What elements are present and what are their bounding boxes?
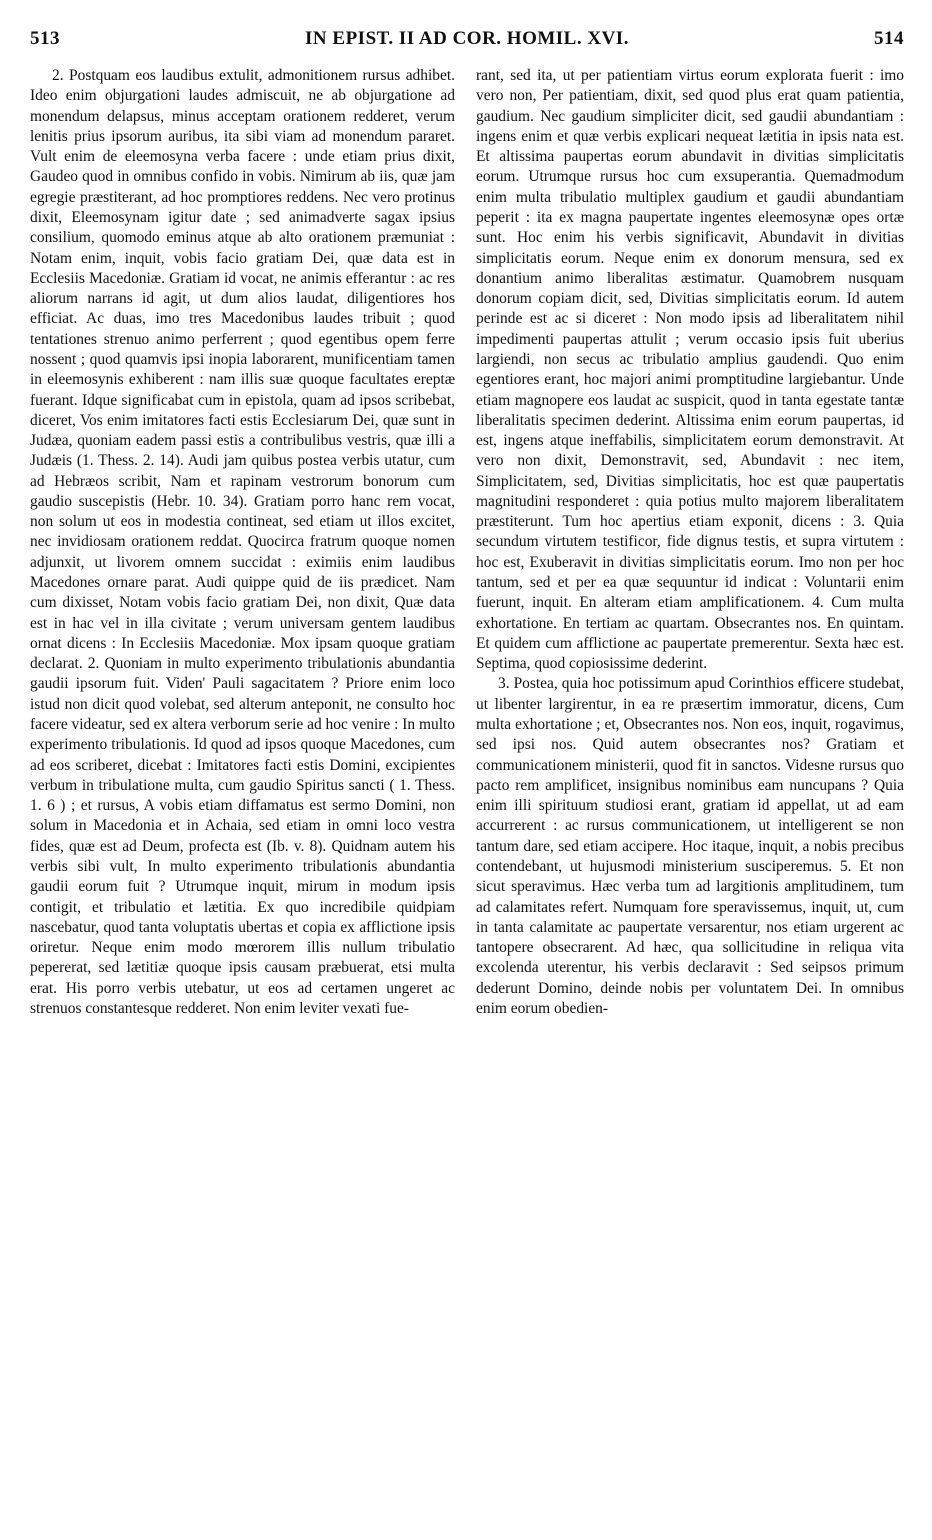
right-column xyxy=(476,66,904,1536)
page-number-right: 514 xyxy=(874,28,904,49)
paragraph-2-continuation: rant, sed ita, ut per patientiam virtus eorum explorata fuerit : imo vero non, Per patientiam, dixit, sed quod plus erat quam patientia, gaudium. Nec gaudium simpliciter dicit, sed gaudii abundantiam : ingens enim et quæ verbis explicari nequeat lætitia in ipsis nata est. Et altissima paupertas eorum abundavit in divitias simplicitatis eorum. Utrumque rursus hoc cum exsuperantia. Quemadmodum enim multa tribulatio multiplex gaudium et gaudii abundantiam peperit : ita ex magna paupertate ingentes eleemosynæ opes ortæ sunt. Hoc enim his verbis significavit, Abundavit in divitias simplicitatis eorum. Neque enim ex donorum mensura, sed ex donantium animo liberalitas æstimatur. Quamobrem nusquam donorum copiam dicit, sed, Divitias simplicitatis eorum. Id autem perinde est ac si diceret : Non modo ipsis ad liberalitatem nihil impedimenti paupertas attulit ; verum occasio ipsis fuit uberius largiendi, non secus ac tribulatio amplius gaudendi. Quo enim egentiores erant, hoc majori animi promptitudine largiebantur. Unde etiam magnopere eos laudat ac suspicit, quod in tanta egestate tantæ liberalitatis specimen dederint. Altissima enim eorum paupertas, id est, ingens atque ineffabilis, simplicitatem eorum demonstravit. At vero non dixit, Demonstravit, sed, Abundavit : nec item, Simplicitatem, sed, Divitias simplicitatis, hoc est quæ paupertatis magnitudini responderet : quia potius multo majorem liberalitatem præstiterunt. Tum hoc apertius etiam exponit, dicens : 3. Quia secundum virtutem testificor, fide dignus testis, et supra virtutem : hoc est, Exuberavit in divitias simplicitatis eorum. Imo non per hoc tantum, sed et per ea quæ sequuntur id indicat : Voluntarii enim fuerunt, inquit. En alteram etiam amplificationem. 4. Cum multa exhortatione. En tertiam ac quartam. Obsecrantes nos. En quintam. Et quidem cum afflictione ac paupertate premerentur. Sexta hæc est. Septima, quod copiosissime dederint. xyxy=(476,67,904,673)
paragraph-3: 3. Postea, quia hoc potissimum apud Corinthios efficere studebat, ut libenter largirentur, in ea re præsertim immoratur, dicens, Cum multa exhortatione ; et, Obsecrantes nos. Non eos, inquit, rogavimus, sed ipsi nos. Quid autem obsecrantes nos? Gratiam et communicationem ministerii, quod fit in sanctos. Videsne rursus quo pacto rem amplificet, insignibus nominibus eam nuncupans ? Quia enim illi spirituum studiosi erant, gratiam id appellat, ut ad eam accurrerent : ac rursus communicationem, ut intelligerent se non tantum dare, sed etiam accipere. Hoc itaque, inquit, a nobis precibus contendebant, ut hujusmodi ministerium susciperemus. 5. Et non sicut speravimus. Hæc verba tum ad largitionis amplitudinem, tum ad calamitates refert. Numquam fore speravissemus, inquit, ut, cum in tanta calamitate ac paupertate versarentur, nos etiam urgerent ac tantopere obsecrarent. Ad hæc, qua sollicitudine in reliqua vita excolenda uterentur, his verbis declaravit : Sed seipsos primum dederunt Domino, deinde nobis per voluntatem Dei. In omnibus enim eorum obedien- xyxy=(476,675,904,1017)
page-header xyxy=(30,28,904,58)
paragraph-2: 2. Postquam eos laudibus extulit, admonitionem rursus adhibet. Ideo enim objurgationi laudes admiscuit, ne ab objurgatione ad monendum delapsus, minus acceptam orationem redderet, verum lenitis prius ipsorum auribus, ita sibi viam ad monendum pararet. Vult enim de eleemosyna verba facere : unde etiam prius dixit, Gaudeo quod in omnibus confido in vobis. Nimirum ab iis, quæ jam egregie præstiterant, ad hoc promptiores reddens. Nec vero protinus dixit, Eleemosynam igitur date ; sed animadverte sagax ipsius consilium, quomodo eminus atque ab alto orationem præmuniat : Notam enim, inquit, vobis facio gratiam Dei, quæ data est in Ecclesiis Macedoniæ. Gratiam id vocat, ne animis efferantur : ac res aliorum narrans id agit, ut dum alios laudat, diligentiores hos efficiat. Ac duas, imo tres Macedonibus laudes tribuit ; quod tentationes strenuo animo perferrent ; quod egentibus opem ferre nossent ; quod quamvis ipsi inopia laborarent, munificentiam tamen in eleemosynis exhiberent : nam illis suæ quoque facultates ereptæ fuerant. Idque significabat cum in epistola, quam ad ipsos scribebat, diceret, Vos enim imitatores facti estis Ecclesiarum Dei, quæ sunt in Judæa, quoniam eadem passi estis a contribulibus vestris, quæ illi a Judæis (1. Thess. 2. 14). Audi jam quibus postea verbis utatur, cum ad Hebræos scribit, Nam et rapinam vestrorum bonorum cum gaudio suscepistis (Hebr. 10. 34). Gratiam porro hanc rem vocat, non solum ut eos in modestia contineat, sed etiam ut illos excitet, nec invidiosam orationem reddat. Quocirca fratrum quoque nomen adjunxit, ut livorem omnem succidat : eximiis enim laudibus Macedones ornare parat. Audi quippe quid de iis prædicet. Nam cum dixisset, Notam vobis facio gratiam Dei, non dixit, Quæ data est in hac vel in illa civitate ; verum universam gentem laudibus ornat dicens : In Ecclesiis Macedoniæ. Mox ipsam quoque gratiam declarat. 2. Quoniam in multo experimento tribulationis abundantia gaudii ipsorum fuit. Viden' Pauli sagacitatem ? Priore enim loco istud non dicit quod volebat, sed alterum anteponit, ne consulto hoc facere videatur, sed ex altera verborum serie ad hoc venire : In multo experimento tribulationis. Id quod ad ipsos quoque Macedones, cum ad eos scriberet, dicebat : Imitatores facti estis Domini, excipientes verbum in tribulatione multa, cum gaudio Spiritus sancti ( 1. Thess. 1. 6 ) ; et rursus, A vobis etiam diffamatus est sermo Domini, non solum in Macedonia et in Achaia, sed etiam in omni loco vestra fides, quæ est ad Deum, profecta est (Ib. v. 8). Quidnam autem his verbis sibi vult, In multo experimento tribulationis abundantia gaudii eorum fuit ? Utrumque inquit, mirum in modum ipsis contigit, et tribulatio et lætitia. Ex quo incredibile quidpiam nascebatur, quod tanta voluptatis ubertas et copia ex afflictione ipsis oriretur. Neque enim modo mœrorem illis nullum tribulatio pepererat, sed lætitiæ quoque ipsis causam præbuerat, etsi multa erat. His porro verbis utebatur, ut eos ad certamen ungeret ac strenuos constantesque redderet. Non enim leviter vexati fue- xyxy=(30,67,455,1017)
page-number-left: 513 xyxy=(30,28,60,49)
left-column xyxy=(30,66,455,1536)
running-title: IN EPIST. II AD COR. HOMIL. XVI. xyxy=(305,28,629,49)
